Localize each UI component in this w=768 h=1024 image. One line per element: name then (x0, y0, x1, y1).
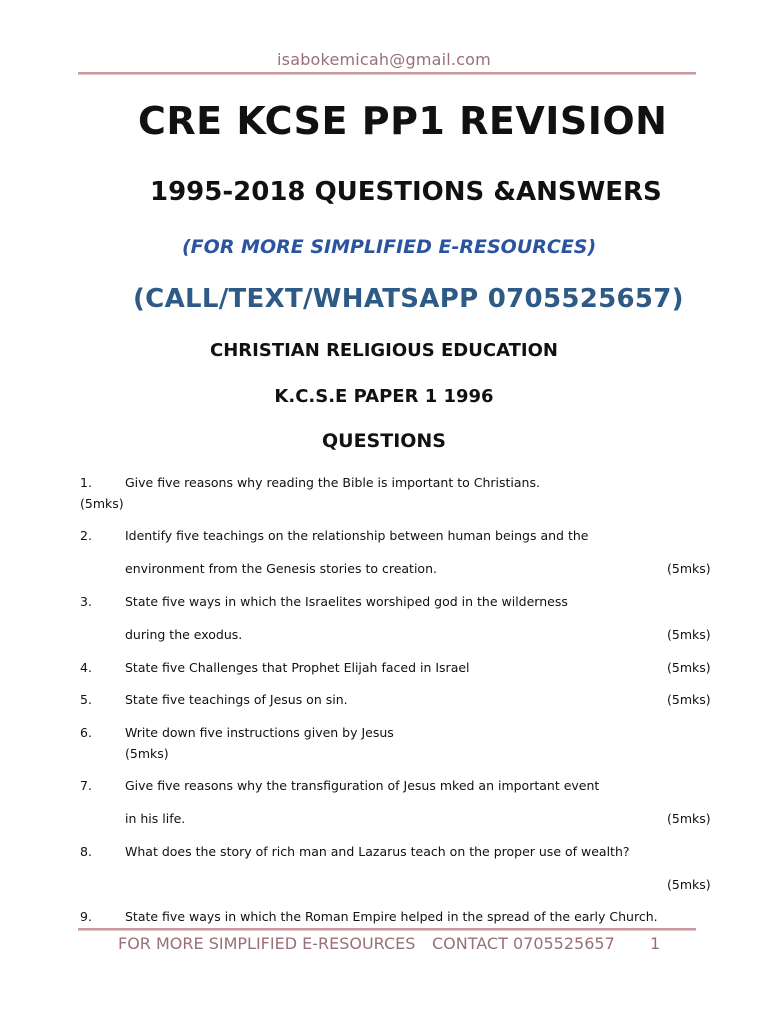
question-marks: (5mks) (667, 561, 711, 576)
header-email: isabokemicah@gmail.com (277, 50, 491, 69)
document-title: CRE KCSE PP1 REVISION (138, 99, 668, 143)
question-text-continued: environment from the Genesis stories to creation. (125, 561, 437, 576)
question-marks: (5mks) (667, 627, 711, 642)
question-marks: (5mks) (667, 877, 711, 892)
question-marks: (5mks) (80, 496, 124, 511)
question-text: State five ways in which the Israelites worshiped god in the wilderness (125, 594, 568, 609)
question-number: 7. (80, 778, 92, 793)
question-number: 2. (80, 528, 92, 543)
question-text: State five ways in which the Roman Empire helped in the spread of the early Church. (125, 909, 658, 924)
question-text-continued: during the exodus. (125, 627, 243, 642)
questions-heading: QUESTIONS (321, 430, 446, 452)
question-marks: (5mks) (667, 692, 711, 707)
question-number: 4. (80, 660, 92, 675)
question-marks: (5mks) (667, 811, 711, 826)
question-marks: (5mks) (125, 746, 169, 761)
question-text: Give five reasons why reading the Bible is important to Christians. (125, 475, 540, 490)
question-marks: (5mks) (667, 660, 711, 675)
question-number: 3. (80, 594, 92, 609)
question-text-continued: in his life. (125, 811, 186, 826)
footer-divider (78, 928, 696, 931)
question-text: Give five reasons why the transfiguration of Jesus mked an important event (125, 778, 600, 793)
question-number: 1. (80, 475, 92, 490)
question-text: What does the story of rich man and Lazarus teach on the proper use of wealth? (125, 844, 630, 859)
question-number: 8. (80, 844, 92, 859)
question-text: State five Challenges that Prophet Elijah faced in Israel (125, 660, 470, 675)
question-number: 5. (80, 692, 92, 707)
header-divider (78, 72, 696, 75)
question-text: State five teachings of Jesus on sin. (125, 692, 348, 707)
paper-heading: K.C.S.E PAPER 1 1996 (274, 386, 494, 407)
document-subtitle: 1995-2018 QUESTIONS &ANSWERS (150, 177, 662, 207)
promo-text: (FOR MORE SIMPLIFIED E-RESOURCES) (182, 236, 597, 258)
page-number: 1 (650, 934, 661, 953)
subject-heading: CHRISTIAN RELIGIOUS EDUCATION (210, 340, 558, 361)
contact-text: (CALL/TEXT/WHATSAPP 0705525657) (133, 284, 684, 314)
question-number: 9. (80, 909, 92, 924)
question-text: Identify five teachings on the relationship between human beings and the (125, 528, 589, 543)
footer-contact: CONTACT 0705525657 (432, 934, 615, 953)
question-text: Write down five instructions given by Jesus (125, 725, 394, 740)
footer-resources: FOR MORE SIMPLIFIED E-RESOURCES (118, 934, 416, 953)
question-number: 6. (80, 725, 92, 740)
